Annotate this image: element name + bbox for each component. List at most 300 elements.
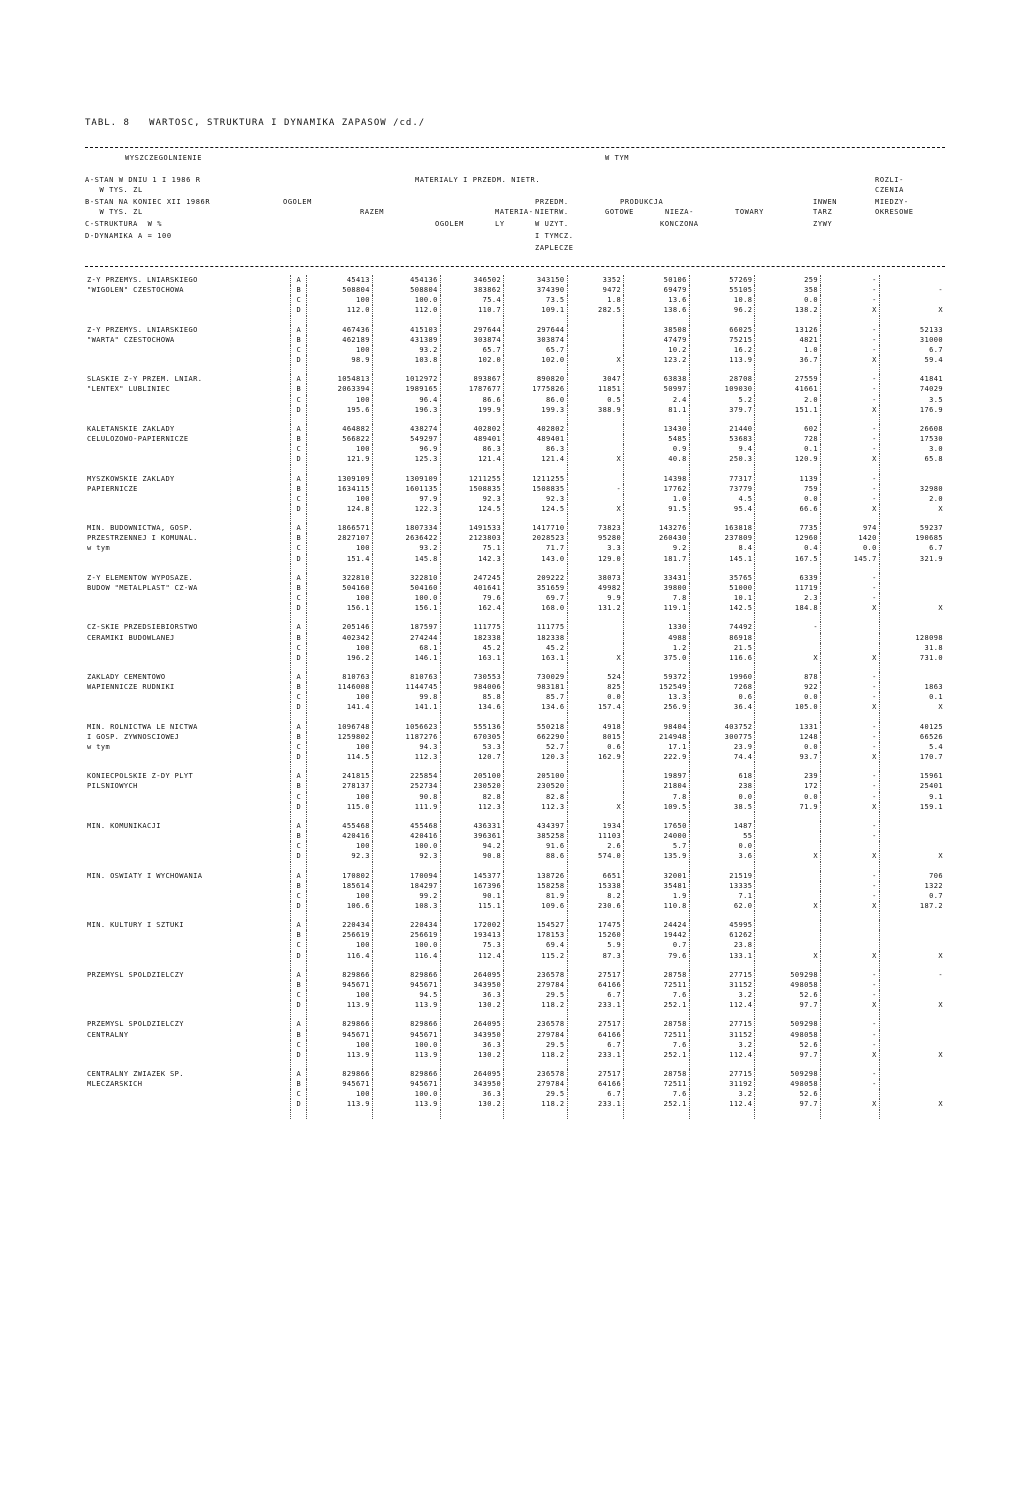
row-key: A bbox=[291, 374, 307, 384]
table-cell: 35765 bbox=[689, 573, 755, 583]
row-key: B bbox=[291, 831, 307, 841]
table-row bbox=[85, 881, 945, 891]
gap-cell bbox=[689, 812, 755, 821]
section-gap bbox=[85, 365, 945, 374]
table-cell: 890820 bbox=[504, 374, 567, 384]
table-row bbox=[85, 484, 945, 494]
table-cell: 77317 bbox=[689, 474, 755, 484]
row-label bbox=[85, 831, 291, 841]
table-cell bbox=[567, 424, 624, 434]
table-cell: X bbox=[879, 851, 945, 861]
table-cell: 100 bbox=[307, 1089, 373, 1099]
row-label bbox=[85, 504, 291, 514]
gap-cell bbox=[567, 862, 624, 871]
table-cell: 1309109 bbox=[372, 474, 440, 484]
table-cell: 94.5 bbox=[372, 990, 440, 1000]
row-key: D bbox=[291, 1000, 307, 1010]
table-cell: 130.2 bbox=[440, 1000, 503, 1010]
table-cell: X bbox=[820, 1099, 879, 1109]
table-cell: 16.2 bbox=[689, 345, 755, 355]
table-cell: - bbox=[820, 781, 879, 791]
section-gap bbox=[85, 316, 945, 325]
gap-cell bbox=[689, 713, 755, 722]
row-label: w tym bbox=[87, 544, 111, 553]
row-key: C bbox=[291, 841, 307, 851]
table-cell: 170094 bbox=[372, 871, 440, 881]
table-cell: 436331 bbox=[440, 821, 503, 831]
table-cell: 1144745 bbox=[372, 682, 440, 692]
table-cell: 130.2 bbox=[440, 1099, 503, 1109]
table-cell: 220434 bbox=[307, 920, 373, 930]
gap-cell bbox=[291, 564, 307, 573]
table-cell: 2028523 bbox=[504, 533, 567, 543]
table-cell: 455468 bbox=[372, 821, 440, 831]
table-cell: 31000 bbox=[879, 335, 945, 345]
table-cell: 145.1 bbox=[689, 554, 755, 564]
row-key: B bbox=[291, 732, 307, 742]
gap-cell bbox=[567, 1060, 624, 1069]
row-label bbox=[85, 395, 291, 405]
gap-cell bbox=[372, 316, 440, 325]
gap-cell bbox=[755, 465, 821, 474]
table-cell: 96.2 bbox=[689, 305, 755, 315]
gap-cell bbox=[689, 1010, 755, 1019]
table-cell: 100 bbox=[307, 444, 373, 454]
table-cell: - bbox=[820, 692, 879, 702]
gap-cell bbox=[820, 415, 879, 424]
table-cell: 29.5 bbox=[504, 990, 567, 1000]
table-cell: 71.9 bbox=[755, 802, 821, 812]
table-cell: 0.1 bbox=[755, 444, 821, 454]
table-cell: - bbox=[820, 325, 879, 335]
gap-cell bbox=[372, 663, 440, 672]
gap-cell bbox=[291, 613, 307, 622]
table-cell: 53683 bbox=[689, 434, 755, 444]
table-cell: 829866 bbox=[372, 1069, 440, 1079]
table-cell: 113.9 bbox=[372, 1099, 440, 1109]
table-cell: 181.7 bbox=[624, 554, 690, 564]
table-cell: 96.4 bbox=[372, 395, 440, 405]
table-cell: 116.4 bbox=[307, 951, 373, 961]
row-key: B bbox=[291, 1030, 307, 1040]
table-cell: 300775 bbox=[689, 732, 755, 742]
row-key: A bbox=[291, 622, 307, 632]
row-key: A bbox=[291, 573, 307, 583]
table-cell: 0.7 bbox=[879, 891, 945, 901]
gap-cell bbox=[440, 862, 503, 871]
gap-cell bbox=[504, 762, 567, 771]
row-key: D bbox=[291, 603, 307, 613]
table-cell bbox=[820, 643, 879, 653]
table-cell: 111775 bbox=[440, 622, 503, 632]
table-row bbox=[85, 1069, 945, 1079]
gap-cell bbox=[567, 663, 624, 672]
table-cell: X bbox=[820, 901, 879, 911]
row-label bbox=[85, 891, 291, 901]
table-cell: 92.3 bbox=[440, 494, 503, 504]
table-cell bbox=[879, 831, 945, 841]
table-cell: 945671 bbox=[307, 1079, 373, 1089]
table-cell: 5.4 bbox=[879, 742, 945, 752]
table-cell: 431389 bbox=[372, 335, 440, 345]
table-cell: X bbox=[567, 454, 624, 464]
gap-cell bbox=[624, 613, 690, 622]
table-cell: 124.5 bbox=[504, 504, 567, 514]
table-cell: X bbox=[820, 802, 879, 812]
table-cell: 99.2 bbox=[372, 891, 440, 901]
table-cell: 71.7 bbox=[504, 543, 567, 553]
gap-cell bbox=[504, 961, 567, 970]
table-cell bbox=[567, 434, 624, 444]
gap-cell bbox=[689, 911, 755, 920]
table-cell: 97.7 bbox=[755, 1050, 821, 1060]
table-cell: 131.2 bbox=[567, 603, 624, 613]
table-cell: 1866571 bbox=[307, 523, 373, 533]
table-row bbox=[85, 802, 945, 812]
table-cell: X bbox=[567, 355, 624, 365]
table-cell: 252.1 bbox=[624, 1050, 690, 1060]
table-cell: 156.1 bbox=[307, 603, 373, 613]
table-cell: 945671 bbox=[372, 1030, 440, 1040]
table-cell: 72511 bbox=[624, 1079, 690, 1089]
table-cell: 66025 bbox=[689, 325, 755, 335]
table-row bbox=[85, 543, 945, 553]
table-cell: X bbox=[820, 851, 879, 861]
gap-cell bbox=[85, 762, 291, 771]
table-cell: 23.9 bbox=[689, 742, 755, 752]
table-cell: 156.1 bbox=[372, 603, 440, 613]
table-cell: 17762 bbox=[624, 484, 690, 494]
table-cell bbox=[755, 821, 821, 831]
gap-cell bbox=[624, 1060, 690, 1069]
gap-cell bbox=[567, 514, 624, 523]
table-cell: 1.0 bbox=[624, 494, 690, 504]
table-cell: 138.2 bbox=[755, 305, 821, 315]
gap-cell bbox=[567, 365, 624, 374]
table-row bbox=[85, 494, 945, 504]
gap-cell bbox=[567, 812, 624, 821]
gap-cell bbox=[291, 1010, 307, 1019]
row-label bbox=[85, 881, 291, 891]
table-cell: 90.8 bbox=[372, 792, 440, 802]
gap-cell bbox=[624, 862, 690, 871]
gap-cell bbox=[440, 911, 503, 920]
gap-cell bbox=[820, 1010, 879, 1019]
table-cell bbox=[879, 593, 945, 603]
table-cell: 167396 bbox=[440, 881, 503, 891]
table-row bbox=[85, 682, 945, 692]
table-cell: 100 bbox=[307, 345, 373, 355]
table-cell: 346502 bbox=[440, 275, 503, 285]
gap-cell bbox=[879, 762, 945, 771]
table-cell: - bbox=[820, 871, 879, 881]
row-label bbox=[85, 702, 291, 712]
row-key: A bbox=[291, 1069, 307, 1079]
table-cell: 53.3 bbox=[440, 742, 503, 752]
table-cell: X bbox=[879, 951, 945, 961]
table-cell: 33431 bbox=[624, 573, 690, 583]
table-cell: 24424 bbox=[624, 920, 690, 930]
table-cell: 241815 bbox=[307, 771, 373, 781]
table-cell: 2.6 bbox=[567, 841, 624, 851]
gap-cell bbox=[624, 365, 690, 374]
table-row bbox=[85, 871, 945, 881]
table-row bbox=[85, 891, 945, 901]
table-cell: 28708 bbox=[689, 374, 755, 384]
table-cell: 118.2 bbox=[504, 1000, 567, 1010]
table-cell: 1248 bbox=[755, 732, 821, 742]
table-row bbox=[85, 355, 945, 365]
table-cell bbox=[567, 781, 624, 791]
table-cell: - bbox=[820, 682, 879, 692]
table-cell: 670305 bbox=[440, 732, 503, 742]
table-cell: 282.5 bbox=[567, 305, 624, 315]
table-cell: 464882 bbox=[307, 424, 373, 434]
table-cell: 810763 bbox=[372, 672, 440, 682]
table-cell: 65.7 bbox=[440, 345, 503, 355]
table-cell: X bbox=[820, 504, 879, 514]
table-row bbox=[85, 771, 945, 781]
header-zywy: ZYWY bbox=[813, 220, 833, 228]
table-cell: 343950 bbox=[440, 980, 503, 990]
gap-cell bbox=[689, 762, 755, 771]
table-cell: - bbox=[820, 1079, 879, 1089]
gap-cell bbox=[372, 415, 440, 424]
table-cell: 878 bbox=[755, 672, 821, 682]
row-label bbox=[85, 444, 291, 454]
table-cell: 115.1 bbox=[440, 901, 503, 911]
table-cell: 1491533 bbox=[440, 523, 503, 533]
table-cell: 27715 bbox=[689, 1069, 755, 1079]
table-row bbox=[85, 295, 945, 305]
section-gap bbox=[85, 465, 945, 474]
row-label: MIN. BUDOWNICTWA, GOSP. bbox=[87, 524, 194, 533]
gap-cell bbox=[820, 762, 879, 771]
table-cell: 550218 bbox=[504, 722, 567, 732]
table-cell: 75.4 bbox=[440, 295, 503, 305]
table-cell: 100 bbox=[307, 1040, 373, 1050]
gap-cell bbox=[624, 961, 690, 970]
table-cell: 91.5 bbox=[624, 504, 690, 514]
table-cell: 9.1 bbox=[879, 792, 945, 802]
table-cell: 106.6 bbox=[307, 901, 373, 911]
table-cell: 13335 bbox=[689, 881, 755, 891]
gap-cell bbox=[440, 415, 503, 424]
table-cell: 504160 bbox=[307, 583, 373, 593]
table-cell: 32001 bbox=[624, 871, 690, 881]
table-row bbox=[85, 1040, 945, 1050]
row-label bbox=[85, 494, 291, 504]
row-label bbox=[85, 940, 291, 950]
table-cell: 2.3 bbox=[755, 593, 821, 603]
table-cell: 303874 bbox=[440, 335, 503, 345]
table-cell: 66.6 bbox=[755, 504, 821, 514]
table-cell: 945671 bbox=[307, 1030, 373, 1040]
table-cell: X bbox=[820, 653, 879, 663]
table-row bbox=[85, 405, 945, 415]
gap-cell bbox=[440, 663, 503, 672]
table-cell: 27517 bbox=[567, 970, 624, 980]
table-cell: 145377 bbox=[440, 871, 503, 881]
row-key: A bbox=[291, 275, 307, 285]
table-cell: - bbox=[820, 384, 879, 394]
table-cell: 68.1 bbox=[372, 643, 440, 653]
table-row bbox=[85, 1030, 945, 1040]
table-cell: - bbox=[820, 881, 879, 891]
table-cell: 47479 bbox=[624, 335, 690, 345]
table-cell bbox=[567, 792, 624, 802]
table-cell bbox=[879, 474, 945, 484]
table-cell: 14398 bbox=[624, 474, 690, 484]
table-cell: 1.2 bbox=[624, 643, 690, 653]
gap-cell bbox=[307, 613, 373, 622]
table-cell: 184.8 bbox=[755, 603, 821, 613]
table-cell: 385258 bbox=[504, 831, 567, 841]
table-cell: 100 bbox=[307, 593, 373, 603]
table-cell: 19442 bbox=[624, 930, 690, 940]
table-cell: 92.3 bbox=[372, 851, 440, 861]
table-cell: 239 bbox=[755, 771, 821, 781]
table-cell: 17.1 bbox=[624, 742, 690, 752]
table-cell bbox=[879, 672, 945, 682]
table-cell: 205100 bbox=[504, 771, 567, 781]
table-cell bbox=[879, 583, 945, 593]
data-table bbox=[85, 275, 945, 1119]
gap-cell bbox=[504, 365, 567, 374]
row-label bbox=[85, 295, 291, 305]
gap-cell bbox=[307, 465, 373, 474]
gap-cell bbox=[307, 862, 373, 871]
table-cell: 2.0 bbox=[879, 494, 945, 504]
row-key: D bbox=[291, 951, 307, 961]
table-cell: 509298 bbox=[755, 1069, 821, 1079]
table-cell: 259 bbox=[755, 275, 821, 285]
table-cell: 237809 bbox=[689, 533, 755, 543]
gap-cell bbox=[504, 613, 567, 622]
table-cell: 116.6 bbox=[689, 653, 755, 663]
row-label: MIN. OSWIATY I WYCHOWANIA bbox=[87, 871, 203, 880]
gap-cell bbox=[85, 862, 291, 871]
table-cell: 383862 bbox=[440, 285, 503, 295]
row-key: A bbox=[291, 523, 307, 533]
gap-cell bbox=[440, 514, 503, 523]
table-row bbox=[85, 1019, 945, 1029]
table-cell: - bbox=[820, 1030, 879, 1040]
gap-cell bbox=[307, 514, 373, 523]
table-cell: 145.8 bbox=[372, 554, 440, 564]
row-label: KALETANSKIE ZAKLADY bbox=[87, 424, 175, 433]
gap-cell bbox=[504, 1010, 567, 1019]
table-row bbox=[85, 275, 945, 285]
table-cell: 100 bbox=[307, 891, 373, 901]
row-label: MYSZKOWSKIE ZAKLADY bbox=[87, 474, 175, 483]
gap-cell bbox=[820, 613, 879, 622]
table-cell: 36.7 bbox=[755, 355, 821, 365]
gap-cell bbox=[504, 514, 567, 523]
table-cell: 434397 bbox=[504, 821, 567, 831]
table-cell: 3.2 bbox=[689, 1089, 755, 1099]
gap-cell bbox=[440, 1060, 503, 1069]
table-cell: 12960 bbox=[755, 533, 821, 543]
table-row bbox=[85, 1079, 945, 1089]
table-cell: - bbox=[820, 494, 879, 504]
table-cell: 130.2 bbox=[440, 1050, 503, 1060]
table-cell: 233.1 bbox=[567, 1099, 624, 1109]
table-cell: - bbox=[820, 831, 879, 841]
table-cell bbox=[755, 841, 821, 851]
table-cell: 508804 bbox=[307, 285, 373, 295]
table-cell: 128098 bbox=[879, 633, 945, 643]
table-cell: 52.6 bbox=[755, 1089, 821, 1099]
section-gap bbox=[85, 1010, 945, 1019]
row-key: D bbox=[291, 653, 307, 663]
table-cell: 185614 bbox=[307, 881, 373, 891]
table-cell: 15338 bbox=[567, 881, 624, 891]
row-label: MIN. KULTURY I SZTUKI bbox=[87, 921, 184, 930]
gap-cell bbox=[504, 862, 567, 871]
table-cell: 62.0 bbox=[689, 901, 755, 911]
table-cell: 1420 bbox=[820, 533, 879, 543]
table-cell: 1807334 bbox=[372, 523, 440, 533]
row-label bbox=[85, 305, 291, 315]
row-key: C bbox=[291, 494, 307, 504]
row-label: ZAKLADY CEMENTOWO bbox=[87, 673, 166, 681]
row-key: D bbox=[291, 405, 307, 415]
gap-cell bbox=[372, 862, 440, 871]
table-cell: 6651 bbox=[567, 871, 624, 881]
table-cell: 100.0 bbox=[372, 1089, 440, 1099]
table-cell: 3047 bbox=[567, 374, 624, 384]
table-cell: 199.3 bbox=[504, 405, 567, 415]
table-cell: 100.0 bbox=[372, 295, 440, 305]
table-cell: 8.2 bbox=[567, 891, 624, 901]
gap-cell bbox=[372, 365, 440, 374]
table-cell: 118.2 bbox=[504, 1050, 567, 1060]
table-cell: 0.0 bbox=[820, 543, 879, 553]
table-cell: 2636422 bbox=[372, 533, 440, 543]
table-cell bbox=[567, 622, 624, 632]
table-cell: 141.4 bbox=[307, 702, 373, 712]
table-cell: 159.1 bbox=[879, 802, 945, 812]
table-cell: 403752 bbox=[689, 722, 755, 732]
table-cell: 5.2 bbox=[689, 395, 755, 405]
table-cell: 162.9 bbox=[567, 752, 624, 762]
gap-cell bbox=[291, 1110, 307, 1119]
table-cell: 100.0 bbox=[372, 940, 440, 950]
row-label bbox=[85, 901, 291, 911]
table-cell: 199.9 bbox=[440, 405, 503, 415]
table-row bbox=[85, 920, 945, 930]
table-cell: 252734 bbox=[372, 781, 440, 791]
table-cell: 252.1 bbox=[624, 1000, 690, 1010]
table-cell: 143.0 bbox=[504, 554, 567, 564]
table-cell: 168.0 bbox=[504, 603, 567, 613]
gap-cell bbox=[624, 1010, 690, 1019]
table-cell: 256.9 bbox=[624, 702, 690, 712]
gap-cell bbox=[879, 415, 945, 424]
table-cell: 829866 bbox=[372, 1019, 440, 1029]
row-key: C bbox=[291, 543, 307, 553]
table-row bbox=[85, 583, 945, 593]
header-produkcja: PRODUKCJA bbox=[620, 198, 664, 206]
table-cell: 401641 bbox=[440, 583, 503, 593]
table-cell bbox=[879, 990, 945, 1000]
table-cell: 225854 bbox=[372, 771, 440, 781]
gap-cell bbox=[85, 961, 291, 970]
table-cell: 118.2 bbox=[504, 1099, 567, 1109]
table-cell bbox=[879, 1079, 945, 1089]
gap-cell bbox=[820, 862, 879, 871]
